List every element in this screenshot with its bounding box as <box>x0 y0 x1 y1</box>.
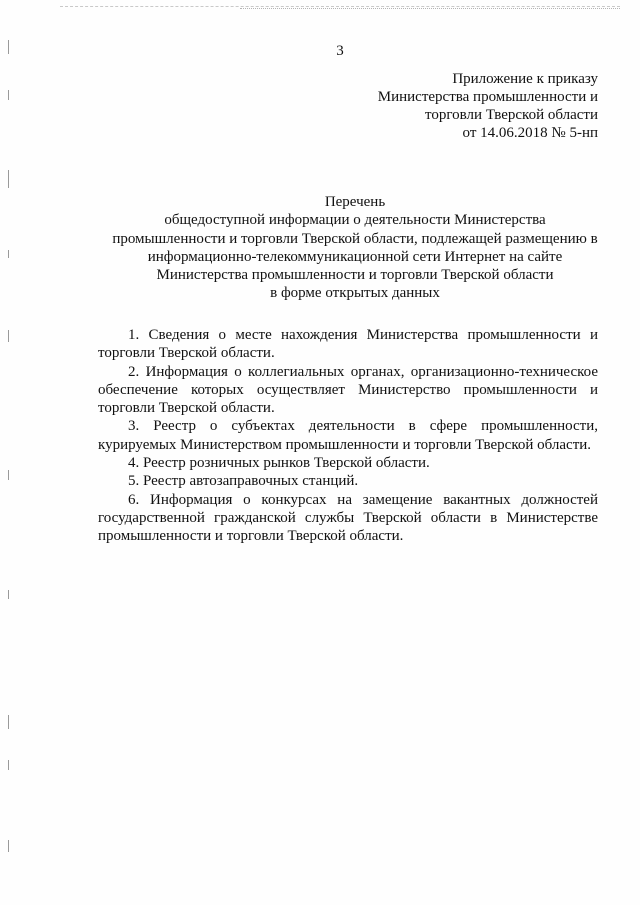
scan-artifact-line <box>240 8 620 9</box>
page-number: 3 <box>336 43 344 59</box>
scan-speck <box>8 840 9 852</box>
list-item: 4. Реестр розничных рынков Тверской области. <box>128 455 430 472</box>
scan-speck <box>8 90 9 100</box>
appendix-line: Приложение к приказу <box>452 71 598 87</box>
scan-speck <box>8 590 9 599</box>
scan-speck <box>8 760 9 770</box>
document-title <box>70 193 640 303</box>
list-item: 2. Информация о коллегиальных органах, организационно-техническое обеспечение которых осуществляет Министерство промышленности и торговли Тверской области. <box>98 363 598 417</box>
scan-speck <box>8 40 9 54</box>
appendix-date-line: от 14.06.2018 № 5-нп <box>462 125 598 141</box>
scan-artifact-line <box>60 6 620 7</box>
appendix-header <box>378 70 598 142</box>
information-list <box>98 326 598 546</box>
list-item: 6. Информация о конкурсах на замещение вакантных должностей государственной гражданской службы Тверской области в Министерстве промышленности и торговли Тверской области. <box>98 491 598 545</box>
appendix-line: торговли Тверской области <box>425 107 598 123</box>
title-line: информационно-телекоммуникационной сети Интернет на сайте <box>147 248 563 265</box>
title-line: Перечень <box>324 194 386 210</box>
list-item: 3. Реестр о субъектах деятельности в сфере промышленности, курируемых Министерством промышленности и торговли Тверской области. <box>98 418 598 453</box>
scan-speck <box>8 470 9 480</box>
scan-speck <box>8 250 9 258</box>
scan-speck <box>8 715 9 729</box>
title-line: общедоступной информации о деятельности Министерства <box>164 212 546 229</box>
title-line: промышленности и торговли Тверской области, подлежащей размещению в <box>112 230 598 247</box>
scan-speck <box>8 170 9 188</box>
scan-speck <box>8 330 9 342</box>
list-item: 1. Сведения о месте нахождения Министерства промышленности и торговли Тверской области. <box>98 327 598 362</box>
appendix-line: Министерства промышленности и <box>377 89 598 105</box>
list-item: 5. Реестр автозаправочных станций. <box>128 473 359 490</box>
title-line: в форме открытых данных <box>270 285 440 302</box>
title-line: Министерства промышленности и торговли Тверской области <box>156 267 554 284</box>
